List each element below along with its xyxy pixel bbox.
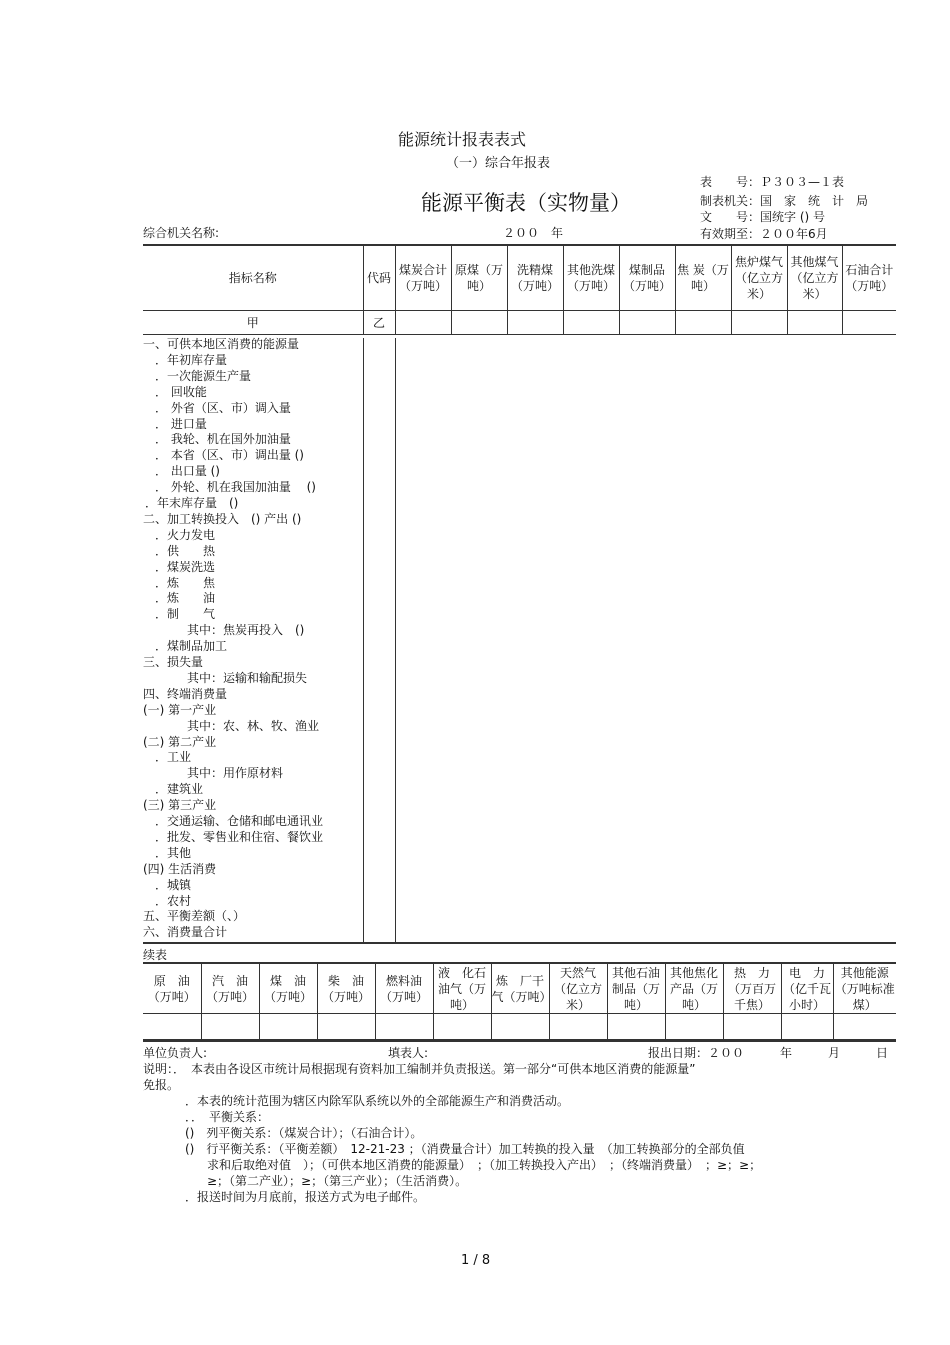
indicator-row: ．交通运输、仓储和邮电通讯业 (155, 814, 324, 828)
org-name-label: 综合机关名称: (143, 226, 220, 240)
col-crude-oil: 原 油（万吨） (143, 964, 201, 1014)
indicator-row: ．炼 焦 (155, 575, 216, 590)
col-other-petroleum: 其他石油制品（万吨） (607, 964, 665, 1014)
col-other-washed-coal: 其他洗煤（万吨） (563, 245, 619, 311)
indicator-row: 其中：用作原材料 (187, 766, 284, 781)
col-coke: 焦 炭（万吨） (675, 245, 731, 311)
index-row-label: 甲 (143, 311, 363, 335)
col-cleaned-coal: 洗精煤（万吨） (507, 245, 563, 311)
indicator-row: ． 外轮、机在我国加油量 () (155, 480, 316, 495)
note-3: ．． 平衡关系： (185, 1110, 270, 1124)
indicator-row: ．一次能源生产量 (155, 368, 252, 383)
indicator-row: 二、加工转换投入 () 产出 () (143, 511, 302, 526)
indicator-row: (三) 第三产业 (143, 798, 217, 813)
indicator-row: 一、可供本地区消费的能源量 (143, 337, 300, 351)
indicator-row: ．城镇 (155, 877, 192, 892)
indicator-row: ． 外省（区、市）调入量 (155, 400, 291, 415)
indicator-row: ．炼 油 (155, 591, 216, 606)
indicator-row: ． 进口量 (155, 416, 207, 431)
indicator-row: ．其他 (155, 845, 192, 860)
indicator-row: 其中：焦炭再投入 () (187, 623, 305, 638)
indicator-row: (二) 第二产业 (143, 734, 217, 749)
continuation-table (143, 963, 896, 1040)
indicator-row: ．供 热 (155, 543, 216, 558)
indicator-row: (四) 生活消费 (143, 861, 217, 876)
note-6: ．报送时间为月底前，报送方式为电子邮件。 (185, 1190, 426, 1204)
report-date: 报出日期：２００ 年 月 日 (648, 1046, 889, 1060)
indicator-row: ．年初库存量 (155, 352, 228, 367)
col-other-coking: 其他焦化产品（万吨） (665, 964, 723, 1014)
indicator-row: 五、平衡差额（、） (143, 909, 246, 924)
indicator-row: ． 出口量 () (155, 464, 220, 479)
indicator-row: ．批发、零售业和住宿、餐饮业 (155, 829, 324, 844)
indicator-row: ．火力发电 (155, 527, 216, 542)
sub-title: （一）综合年报表 (446, 156, 551, 171)
issuing-authority: 制表机关：国 家 统 计 局 (700, 194, 869, 208)
col-coal-total: 煤炭合计（万吨） (395, 245, 451, 311)
unit-responsible-label: 单位负责人: (143, 1046, 208, 1060)
continued-label: 续表 (143, 948, 168, 962)
note-2: ．本表的统计范围为辖区内除军队系统以外的全部能源生产和消费活动。 (185, 1094, 570, 1108)
col-lpg: 液 化石油气（万吨） (433, 964, 491, 1014)
form-number: 表 号：Ｐ３０３—１表 (700, 175, 845, 189)
col-oil-total: 石油合计（万吨） (842, 245, 896, 311)
note-5b: 求和后取绝对值 ）；（可供本地区消费的能源量） ；（加工转换投入产出） ；（终端消费量） ；≥；≥； (207, 1158, 762, 1172)
page-number: 1 / 8 (461, 1253, 491, 1268)
note-5: () 行平衡关系：（平衡差额） 12-21-23 ；（消费量合计）加工转换的投入量 （加工转换部分的全部负值 (185, 1142, 745, 1156)
col-refinery-gas: 炼 厂干 气（万吨） (491, 964, 549, 1014)
col-diesel: 柴 油（万吨） (317, 964, 375, 1014)
note-4: () 列平衡关系：（煤炭合计）；（石油合计）。 (185, 1126, 423, 1140)
indicator-row: ．煤制品加工 (155, 639, 228, 654)
indicator-row: 其中：运输和输配损失 (187, 670, 308, 685)
col-other-gas: 其他煤气（亿立方米） (787, 245, 842, 311)
indicator-row: ． 本省（区、市）调出量 () (155, 448, 304, 463)
col-code: 代码 (363, 245, 395, 311)
col-indicator-name: 指标名称 (143, 245, 363, 311)
report-year: ２００ 年 (503, 226, 564, 240)
col-fuel-oil: 燃料油（万吨） (375, 964, 433, 1014)
col-kerosene: 煤 油（万吨） (259, 964, 317, 1014)
col-natural-gas: 天然气（亿立方米） (549, 964, 607, 1014)
note-5c: ≥；（第二产业）；≥；（第三产业）；（生活消费）。 (207, 1174, 468, 1188)
col-briquettes: 煤制品（万吨） (619, 245, 675, 311)
note-1: 说明：． 本表由各设区市统计局根据现有资料加工编制并负责报送。第一部分“可供本地区消费的能源量” (143, 1062, 696, 1076)
body-divider-name (363, 338, 364, 943)
col-gasoline: 汽 油（万吨） (201, 964, 259, 1014)
indicator-row: (一) 第一产业 (143, 702, 217, 717)
indicator-row: ． 回收能 (155, 384, 207, 399)
indicator-row: ． 我轮、机在国外加油量 (155, 432, 291, 447)
col-heat: 热 力（万百万千焦） (723, 964, 781, 1014)
col-coke-oven-gas: 焦炉煤气（亿立方米） (731, 245, 787, 311)
col-electricity: 电 力（亿千瓦小时） (782, 965, 831, 1012)
body-divider-code (395, 338, 396, 943)
col-raw-coal: 原煤（万吨） (451, 245, 507, 311)
indicator-row: ．工业 (155, 750, 192, 765)
col-other-energy: 其他能源（万吨标准煤） (834, 965, 895, 1012)
table1-bottom-rule (143, 942, 896, 944)
filler-label: 填表人: (388, 1046, 429, 1060)
table-title: 能源平衡表（实物量） (421, 191, 631, 215)
indicator-row: ．建筑业 (155, 782, 204, 797)
indicator-row: ．煤炭洗选 (155, 559, 216, 574)
indicator-row: 六、消费量合计 (143, 925, 228, 940)
main-title: 能源统计报表表式 (398, 130, 527, 149)
indicator-row: ．年末库存量 () (145, 496, 239, 510)
indicator-row: ．农村 (155, 893, 192, 908)
index-row-code: 乙 (363, 311, 395, 335)
indicator-row: 三、损失量 (143, 655, 204, 669)
document-number: 文 号：国统字 () 号 (700, 210, 825, 224)
indicator-row: ．制 气 (155, 607, 216, 622)
note-1b: 免报。 (143, 1078, 180, 1092)
valid-until: 有效期至：２００年6月 (700, 227, 828, 241)
indicator-row: 其中：农、林、牧、渔业 (187, 718, 320, 733)
balance-table-header (143, 244, 896, 335)
indicator-row: 四、终端消费量 (143, 686, 228, 701)
